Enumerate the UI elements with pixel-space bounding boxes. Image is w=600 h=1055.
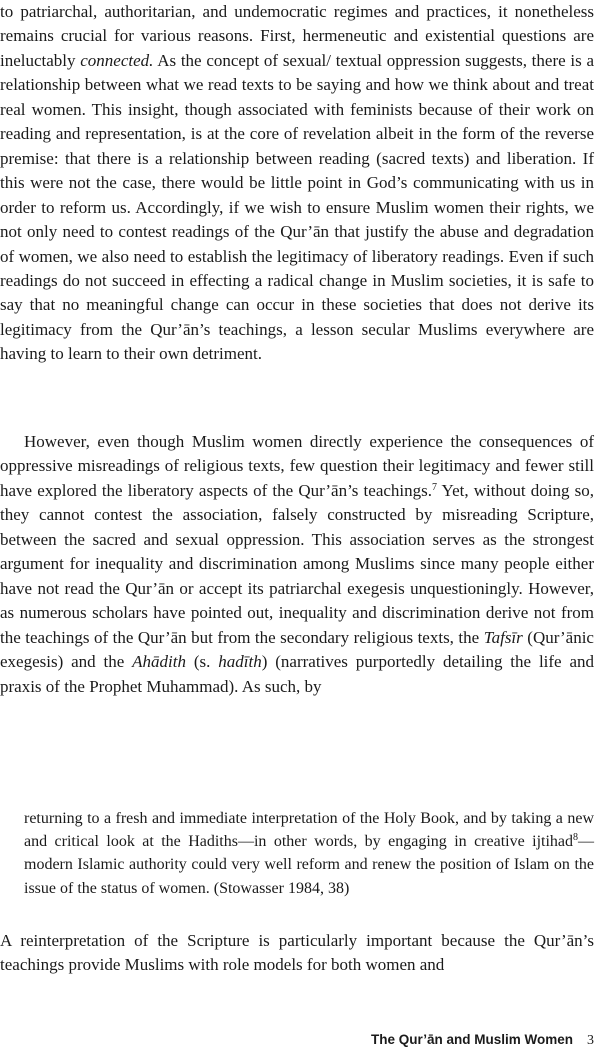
paragraph-continued <box>0 0 594 367</box>
text-span: However, even though Muslim women directly experience the consequences of oppressive misreadings of religious texts, few question their legitimacy and fewer still have explored the liberatory aspects of the Qur’ān’s teachings. <box>0 432 594 500</box>
text-span: (s. <box>186 652 219 672</box>
text-span: to patriarchal, authoritarian, and undemocratic regimes and practices, it nonetheless remains crucial for various reasons. First, hermeneutic and existential questions are ineluctably <box>0 2 594 70</box>
page-footer <box>371 1032 594 1049</box>
emphasis-ahadith: Ahādith <box>132 652 186 672</box>
footnote-ref-8: 8 <box>573 832 578 844</box>
text-span: Yet, without doing so, they cannot contest the association, falsely constructed by misreading Scripture, between the sacred and sexual oppression. This association serves as the strongest argument for inequality and discrimination among Muslims since many people either have not read the Qur’ān or accept its patriarchal exegesis unquestioningly. However, as numerous scholars have pointed out, inequality and discrimination derive not from the teachings of the Qur’ān but from the secondary religious texts, the <box>0 480 594 647</box>
emphasis-hadith: hadīth <box>218 652 262 672</box>
emphasis-tafsir: Tafsīr <box>483 627 523 647</box>
text-span: —modern Islamic authority could very well reform and renew the position of Islam on the issue of the status of women. (Stowasser 1984, 38) <box>24 833 594 897</box>
running-title: The Qur’ān and Muslim Women <box>370 1032 573 1047</box>
paragraph-reinterpretation: A reinterpretation of the Scripture is particularly important because the Qur’ān’s teachings provide Muslims with role models for both women and <box>0 931 594 975</box>
block-quote <box>24 807 594 900</box>
text-span: returning to a fresh and immediate interpretation of the Holy Book, and by taking a new and critical look at the Hadiths—in other words, by engaging in creative ijtihad <box>24 810 594 851</box>
text-span: ) (narratives purportedly detailing the life and praxis of the Prophet Muhammad). As such, by <box>0 652 594 696</box>
footnote-ref-7: 7 <box>432 481 437 493</box>
text-span: (Qur’ānic exegesis) and the <box>0 627 594 672</box>
emphasis-connected: connected. <box>80 50 154 70</box>
page-number: 3 <box>587 1033 594 1048</box>
text-span: As the concept of sexual/ textual oppression suggests, there is a relationship between what we read texts to be saying and how we think about and treat real women. This insight, though associated with feminists because of their work on reading and representation, is at the core of revelation albeit in the form of the reverse premise: that there is a relationship between reading (sacred texts) and liberation. If this were not the case, there would be little point in God’s communicating with us in order to reform us. Accordingly, if we wish to ensure Muslim women their rights, we not only need to contest readings of the Qur’ān that justify the abuse and degradation of women, we also need to establish the legitimacy of liberatory readings. Even if such readings do not succeed in effecting a radical change in Muslim societies, it is safe to say that no meaningful change can occur in these societies that does not derive its legitimacy from the Qur’ān’s teachings, a lesson secular Muslims everywhere are having to learn to their own detriment. <box>0 50 594 364</box>
paragraph-however <box>0 430 594 699</box>
